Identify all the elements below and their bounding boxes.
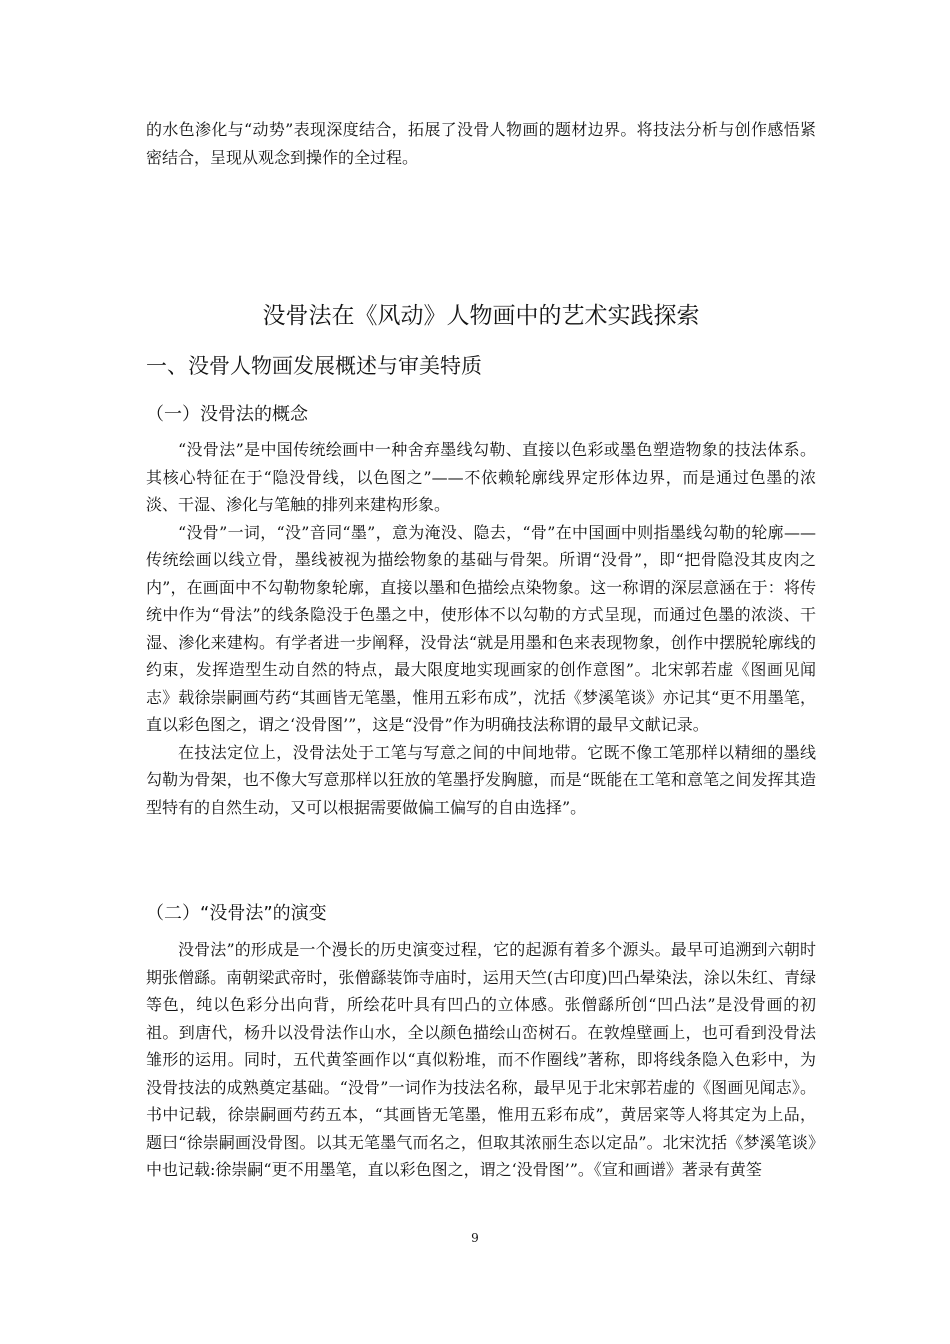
subsection-heading-concept: （一）没骨法的概念: [146, 404, 308, 425]
body-paragraph: 在技法定位上，没骨法处于工笔与写意之间的中间地带。它既不像工笔那样以精细的墨线勾勒为骨架，也不像大写意那样以狂放的笔墨抒发胸臆，而是“既能在工笔和意笔之间发挥其造型特有的自然生动，又可以根据需要做偏工偏写的自由选择”。: [146, 742, 816, 817]
page-number: 9: [471, 1231, 479, 1245]
concept-body: [146, 436, 816, 821]
subsection-heading-evolution: （二）“没骨法”的演变: [146, 903, 327, 924]
body-paragraph: 没骨法”的形成是一个漫长的历史演变过程，它的起源有着多个源头。最早可追溯到六朝时期张僧繇。南朝梁武帝时，张僧繇装饰寺庙时，运用天竺(古印度)凹凸晕染法，涂以朱红、青绿等色，纯以色彩分出向背，所绘花叶具有凹凸的立体感。张僧繇所创“凹凸法”是没骨画的初祖。到唐代，杨升以没骨法作山水，全以颜色描绘山峦树石。在敦煌壁画上，也可看到没骨法雏形的运用。同时，五代黄筌画作以“真似粉堆，而不作圈线”著称，即将线条隐入色彩中，为没骨技法的成熟奠定基础。“没骨”一词作为技法名称，最早见于北宋郭若虚的《图画见闻志》。书中记载，徐崇嗣画芍药五本，“其画皆无笔墨，惟用五彩布成”，黄居寀等人将其定为上品，题曰“徐崇嗣画没骨图。以其无笔墨气而名之，但取其浓丽生态以定品”。北宋沈括《梦溪笔谈》中也记载:徐崇嗣“更不用墨笔，直以彩色图之，谓之‘没骨图’”。《宣和画谱》著录有黄筌: [146, 940, 816, 1179]
section-heading: 一、没骨人物画发展概述与审美特质: [146, 354, 482, 378]
body-paragraph: “没骨”一词，“没”音同“墨”，意为淹没、隐去，“骨”在中国画中则指墨线勾勒的轮廓——传统绘画以线立骨，墨线被视为描绘物象的基础与骨架。所谓“没骨”，即“把骨隐没其皮肉之内”，在画面中不勾勒物象轮廓，直接以墨和色描绘点染物象。这一称谓的深层意涵在于：将传统中作为“骨法”的线条隐没于色墨之中，使形体不以勾勒的方式呈现，而通过色墨的浓淡、干湿、渗化来建构。有学者进一步阐释，没骨法“就是用墨和色来表现物象，创作中摆脱轮廓线的约束，发挥造型生动自然的特点，最大限度地实现画家的创作意图”。北宋郭若虚《图画见闻志》载徐崇嗣画芍药“其画皆无笔墨，惟用五彩布成”，沈括《梦溪笔谈》亦记其“更不用墨笔，直以彩色图之，谓之‘没骨图’”，这是“没骨”作为明确技法称谓的最早文献记录。: [146, 522, 816, 734]
body-paragraph: “没骨法”是中国传统绘画中一种舍弃墨线勾勒、直接以色彩或墨色塑造物象的技法体系。其核心特征在于“隐没骨线，以色图之”——不依赖轮廓线界定形体边界，而是通过色墨的浓淡、干湿、渗化与笔触的排列来建构形象。: [146, 440, 816, 514]
intro-block: [146, 116, 816, 171]
evolution-body: [146, 936, 816, 1184]
document-title: 没骨法在《风动》人物画中的艺术实践探索: [262, 303, 700, 329]
intro-paragraph: 的水色渗化与“动势”表现深度结合，拓展了没骨人物画的题材边界。将技法分析与创作感悟紧密结合，呈现从观念到操作的全过程。: [146, 120, 816, 167]
